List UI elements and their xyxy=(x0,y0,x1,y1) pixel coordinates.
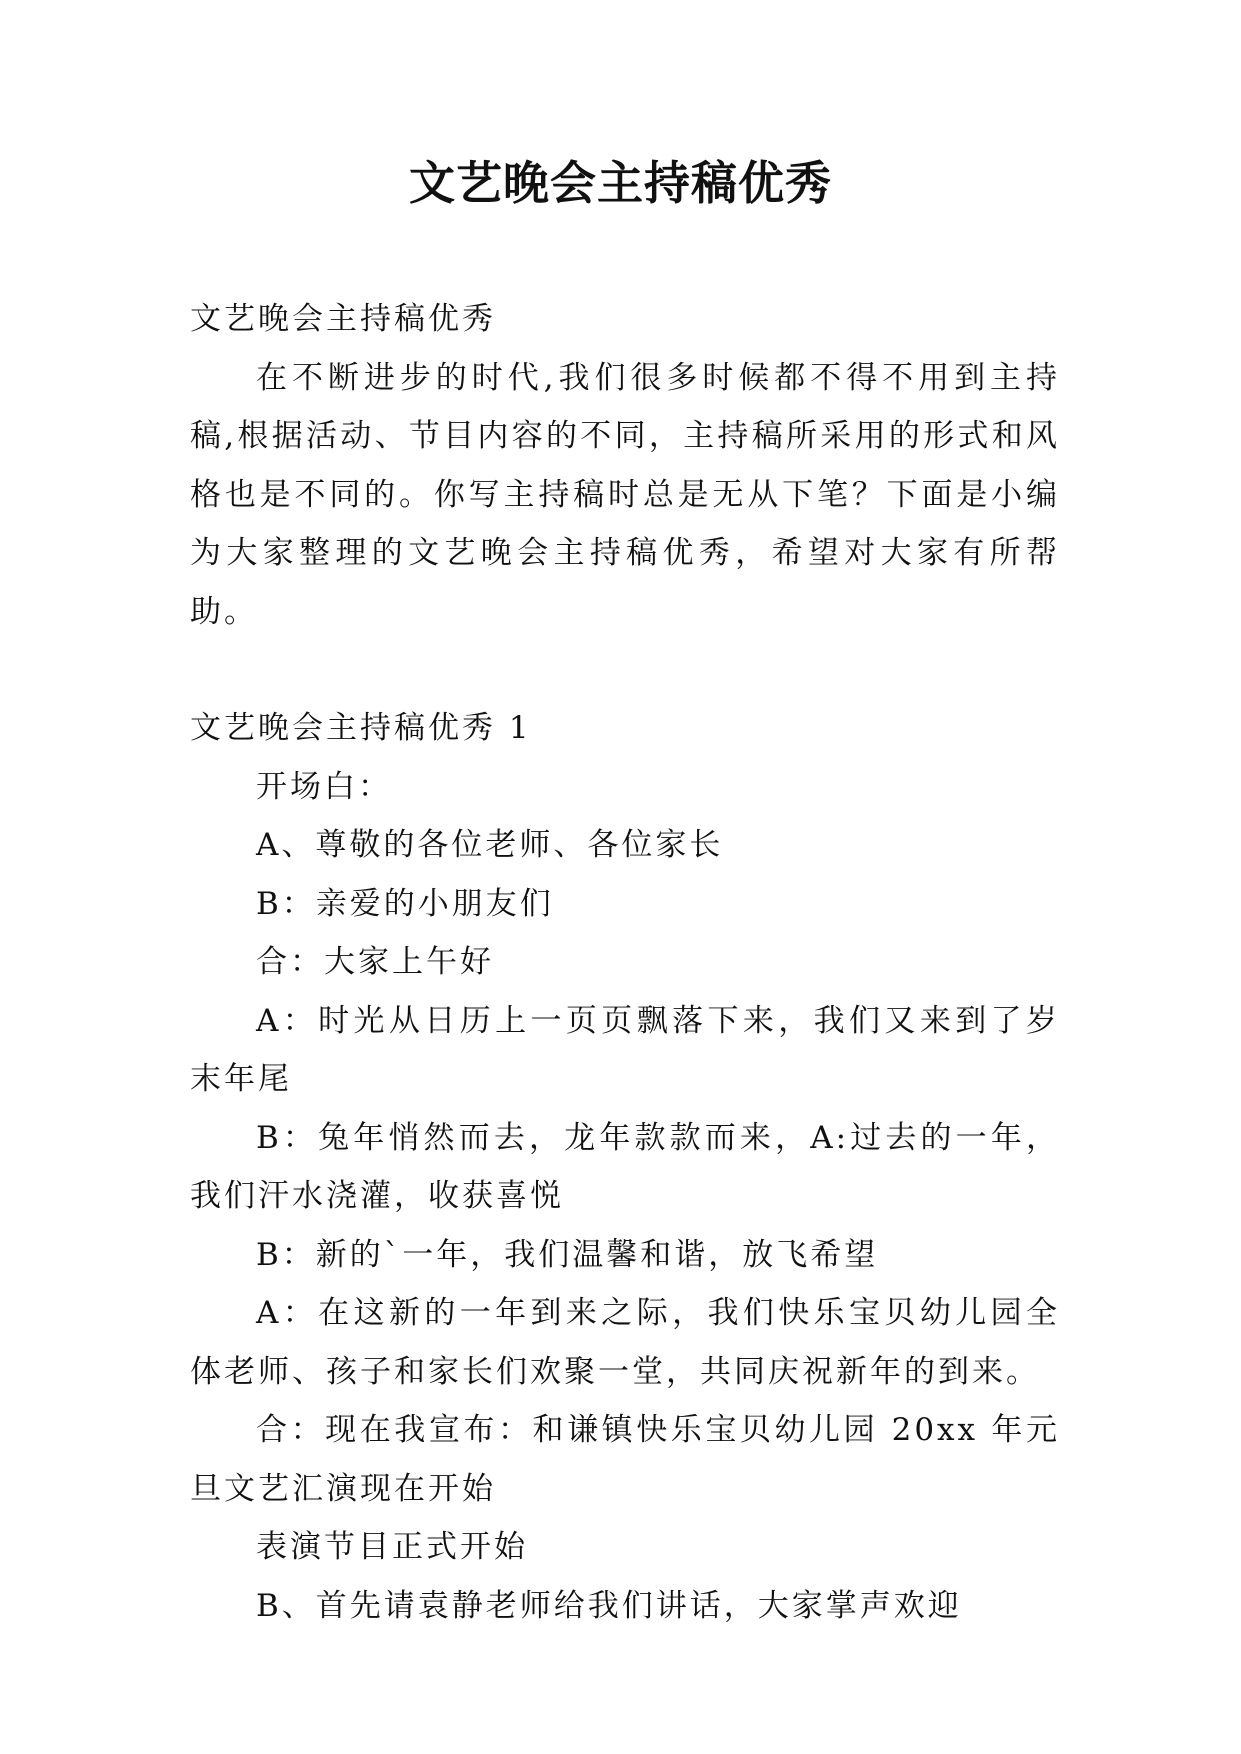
script-line: 合：现在我宣布：和谦镇快乐宝贝幼儿园 20xx 年元旦文艺汇演现在开始 xyxy=(190,1412,1060,1507)
document-body xyxy=(190,290,1060,1635)
document-title: 文艺晚会主持稿优秀 xyxy=(409,156,832,210)
script-line: A、尊敬的各位老师、各位家长 xyxy=(256,827,724,863)
script-line: B：亲爱的小朋友们 xyxy=(256,885,554,922)
script-line: B：新的`一年，我们温馨和谐，放飞希望 xyxy=(256,1236,879,1273)
section-heading: 文艺晚会主持稿优秀 xyxy=(190,301,496,337)
intro-paragraph: 在不断进步的时代,我们很多时候都不得不用到主持稿,根据活动、节目内容的不同，主持稿所采用的形式和风格也是不同的。你写主持稿时总是无从下笔？下面是小编为大家整理的文艺晚会主持稿优秀，希望对大家有所帮助。 xyxy=(190,359,1060,630)
script-line: A：时光从日历上一页页飘落下来，我们又来到了岁末年尾 xyxy=(190,1002,1060,1097)
script-line: 开场白： xyxy=(256,768,392,805)
script-line: 表演节目正式开始 xyxy=(256,1529,528,1565)
script-line: B、首先请袁静老师给我们讲话，大家掌声欢迎 xyxy=(256,1587,962,1624)
paragraph-spacer xyxy=(190,641,1060,699)
script-line: 合：大家上午好 xyxy=(256,944,494,980)
section-heading: 文艺晚会主持稿优秀 1 xyxy=(190,710,532,746)
script-line: B：兔年悄然而去，龙年款款而来，A:过去的一年，我们汗水浇灌，收获喜悦 xyxy=(190,1119,1060,1214)
script-line: A：在这新的一年到来之际，我们快乐宝贝幼儿园全体老师、孩子和家长们欢聚一堂，共同庆祝新年的到来。 xyxy=(190,1295,1060,1390)
